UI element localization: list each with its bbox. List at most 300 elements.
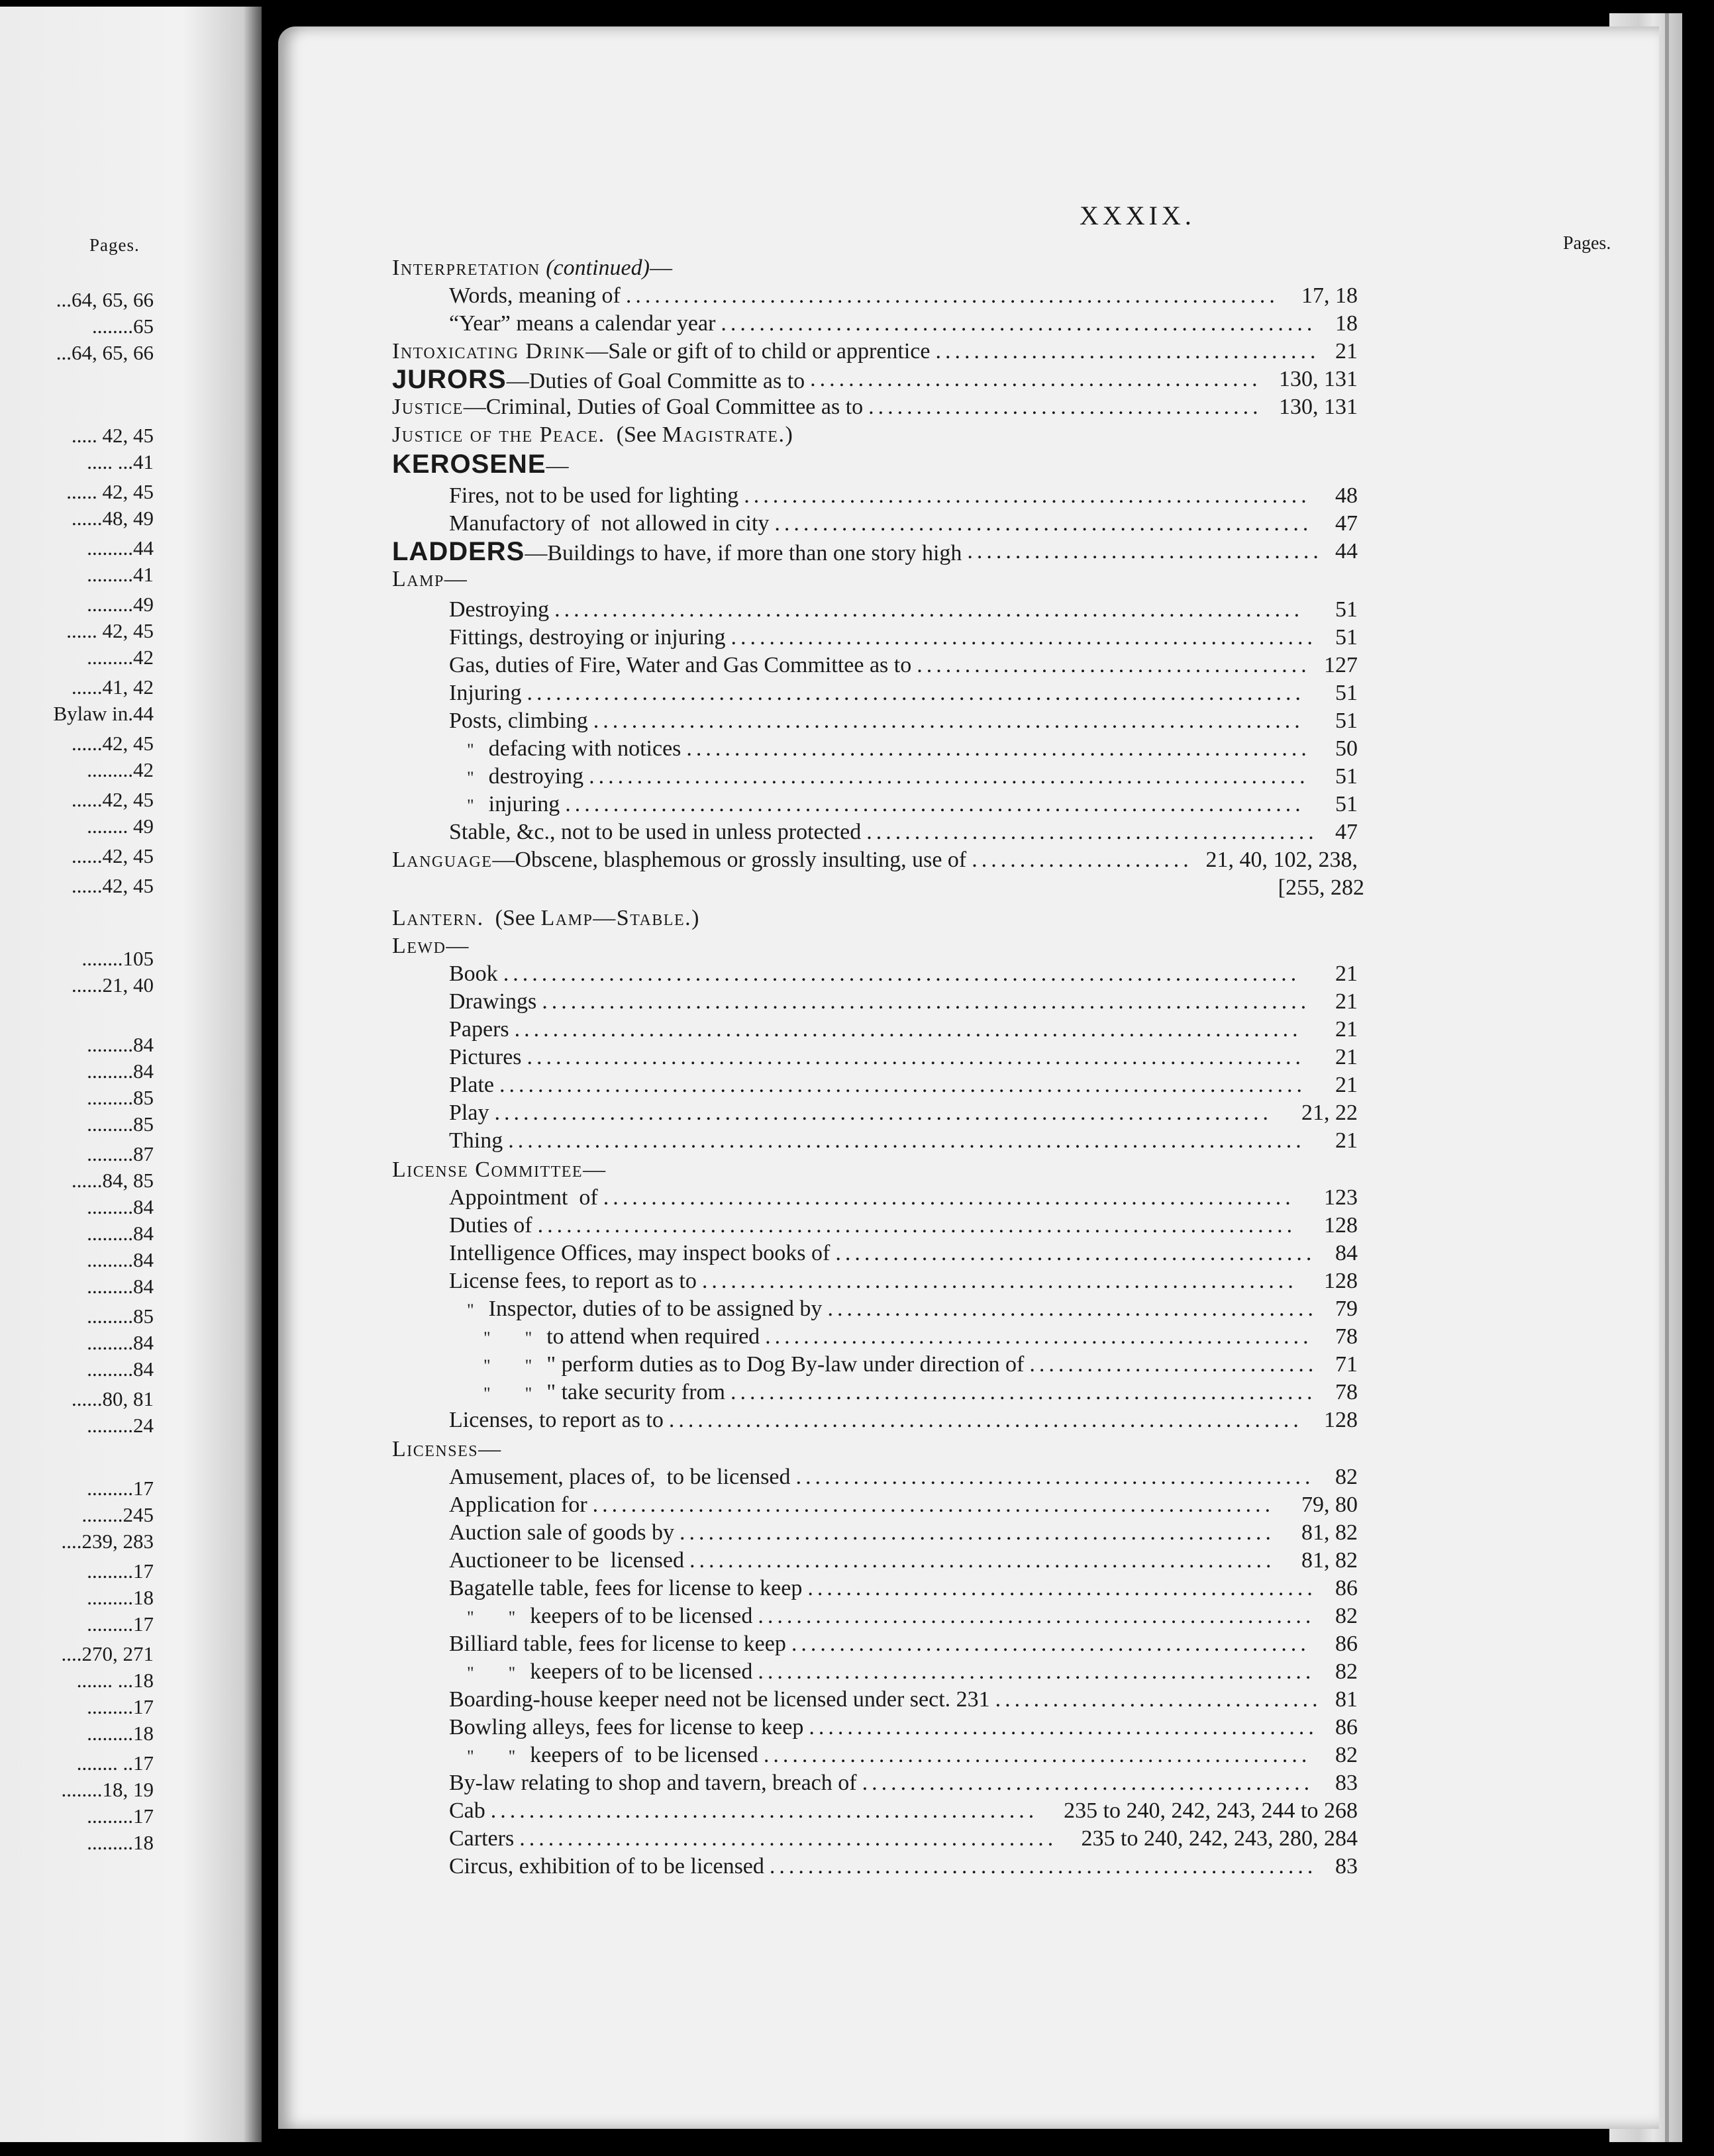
entry-subject: Gas, duties of Fire, Water and Gas Committee as to xyxy=(449,653,912,677)
entry-subject: By-law relating to shop and tavern, breach of xyxy=(449,1771,857,1795)
left-page-ref: ........245 xyxy=(81,1503,154,1526)
entry-pages: 79, 80 xyxy=(1301,1493,1358,1517)
entry-pages: 82 xyxy=(1335,1465,1358,1489)
leader-dots: ......................................................... xyxy=(765,1324,1313,1349)
leader-dots: ............................................................. xyxy=(731,625,1317,650)
entry-pages: 50 xyxy=(1335,736,1358,761)
entry-subject: — xyxy=(478,1437,501,1461)
ditto-mark: " " xyxy=(467,1747,516,1766)
index-entry xyxy=(449,988,1358,1016)
left-page-ref: .........85 xyxy=(87,1086,154,1109)
entry-text xyxy=(449,1185,598,1210)
entry-heading: Lamp xyxy=(392,567,444,591)
left-page-ref: ........18, 19 xyxy=(61,1778,154,1801)
entry-heading: Lewd xyxy=(392,934,446,958)
ditto-mark: " xyxy=(467,796,474,815)
leader-dots: .................................................. xyxy=(835,1241,1316,1265)
entry-text xyxy=(449,653,911,677)
ditto-mark: " " xyxy=(483,1384,532,1403)
leader-dots: ........................................................................... xyxy=(589,764,1309,789)
entry-heading: LADDERS xyxy=(392,537,525,566)
index-entry xyxy=(392,565,1358,593)
entry-subject: Drawings xyxy=(449,989,537,1014)
index-entry xyxy=(392,421,1358,449)
entry-pages: 21 xyxy=(1335,339,1358,364)
entry-text xyxy=(392,450,569,479)
cross-reference-close: ) xyxy=(785,422,793,447)
entry-pages: 21 xyxy=(1335,1045,1358,1069)
entry-subject: Destroying xyxy=(449,597,550,622)
entry-text xyxy=(467,1659,752,1684)
ditto-mark: " " xyxy=(467,1608,516,1627)
entry-subject: Play xyxy=(449,1101,489,1125)
index-entry xyxy=(449,1714,1358,1741)
entry-subject: defacing with notices xyxy=(488,736,681,761)
left-page-ref: .........87 xyxy=(87,1142,154,1165)
entry-text xyxy=(392,567,467,591)
entry-pages: 83 xyxy=(1335,1771,1358,1795)
entry-text xyxy=(467,736,681,761)
leader-dots: ................................................................................. xyxy=(527,681,1305,705)
entry-text xyxy=(449,1687,990,1712)
index-entry xyxy=(392,1436,1358,1463)
entry-text xyxy=(449,1771,857,1795)
index-entry xyxy=(449,1184,1358,1212)
left-page-ref: ....... ...18 xyxy=(76,1669,154,1692)
entry-pages: 18 xyxy=(1335,311,1358,336)
index-entry xyxy=(483,1323,1358,1351)
entry-text xyxy=(392,395,863,419)
entry-text xyxy=(449,1493,587,1517)
entry-subject: Bagatelle table, fees for license to keep xyxy=(449,1576,803,1600)
index-entry xyxy=(449,1267,1358,1295)
entry-subject: — xyxy=(583,1157,606,1182)
entry-pages: 51 xyxy=(1335,792,1358,816)
entry-pages: 78 xyxy=(1335,1380,1358,1404)
entry-pages: 86 xyxy=(1335,1632,1358,1656)
leader-dots: ................................................................................... xyxy=(508,1128,1305,1153)
leader-dots: ................................................................................ xyxy=(542,989,1311,1014)
index-entry xyxy=(392,905,1358,932)
entry-subject: — xyxy=(446,934,469,958)
entry-text xyxy=(449,1073,494,1097)
entry-text xyxy=(392,906,699,930)
leader-dots: ................................................... xyxy=(827,1297,1317,1321)
index-entry xyxy=(449,1853,1358,1881)
ditto-mark: " xyxy=(467,768,474,787)
entry-text xyxy=(449,820,861,844)
index-entry xyxy=(392,932,1358,960)
left-page-ref: ......21, 40 xyxy=(72,973,154,997)
entry-text xyxy=(449,1017,509,1042)
leader-dots: .............................................................. xyxy=(701,1269,1297,1293)
leader-dots: ............................................... xyxy=(866,820,1318,844)
entry-subject: License fees, to report as to xyxy=(449,1269,697,1293)
index-entry xyxy=(392,1156,1358,1184)
left-page-ref: .........42 xyxy=(87,758,154,781)
index-entry xyxy=(392,450,1358,478)
left-page-ref: ..... ...41 xyxy=(87,450,154,473)
entry-pages: 47 xyxy=(1335,511,1358,536)
left-page xyxy=(0,7,262,2142)
entry-heading: Justice xyxy=(392,395,464,419)
entry-pages: 128 xyxy=(1324,1408,1358,1432)
leader-dots: ................................................................. xyxy=(686,736,1311,761)
leader-dots: ......................................... xyxy=(917,653,1311,677)
leader-dots: .......................................................... xyxy=(758,1659,1315,1684)
entry-pages: 44 xyxy=(1335,539,1358,564)
left-page-ref: .........84 xyxy=(87,1033,154,1056)
entry-pages: 123 xyxy=(1324,1185,1358,1210)
left-page-ref: ....239, 283 xyxy=(61,1530,154,1553)
entry-text xyxy=(449,1128,503,1153)
leader-dots: .................................................................................. xyxy=(514,1017,1302,1042)
entry-text xyxy=(392,934,468,958)
entry-text xyxy=(483,1380,725,1404)
ditto-mark: " xyxy=(467,1300,474,1320)
entry-text xyxy=(467,1297,822,1321)
index-entry xyxy=(449,707,1358,735)
entry-text xyxy=(467,764,583,789)
entry-subject: to attend when required xyxy=(546,1324,760,1349)
entry-subject: Billiard table, fees for license to keep xyxy=(449,1632,786,1656)
left-page-ref: .........84 xyxy=(87,1059,154,1083)
entry-text xyxy=(449,1826,514,1851)
entry-subject: Fires, not to be used for lighting xyxy=(449,483,739,508)
leader-dots: ........................................................ xyxy=(774,511,1313,536)
entry-pages: 86 xyxy=(1335,1715,1358,1740)
index-entry xyxy=(392,338,1358,366)
left-page-ref: ......41, 42 xyxy=(72,675,154,699)
entry-text xyxy=(449,283,621,308)
entry-text xyxy=(467,1604,752,1628)
left-page-ref: ........ ..17 xyxy=(76,1751,154,1775)
index-entry xyxy=(392,846,1358,874)
index-entry xyxy=(278,874,1364,902)
index-entry xyxy=(449,1071,1358,1099)
leader-dots: ......................................... xyxy=(868,395,1262,419)
left-page-ref: ...... 42, 45 xyxy=(66,619,154,642)
leader-dots: .................................................................................... xyxy=(499,1073,1306,1097)
entry-subject: Pictures xyxy=(449,1045,522,1069)
leader-dots: .................................. xyxy=(995,1687,1322,1712)
index-entry xyxy=(449,1519,1358,1547)
entry-pages: 21 xyxy=(1335,1017,1358,1042)
entry-pages: 82 xyxy=(1335,1743,1358,1767)
left-page-ref: ...64, 65, 66 xyxy=(56,341,154,364)
left-page-ref: ......42, 45 xyxy=(72,732,154,755)
entry-pages: 81, 82 xyxy=(1301,1520,1358,1545)
index-entry xyxy=(467,735,1358,763)
entry-text xyxy=(449,1632,786,1656)
left-page-ref: .........84 xyxy=(87,1222,154,1245)
entry-pages: 51 xyxy=(1335,681,1358,705)
entry-pages: 79 xyxy=(1335,1297,1358,1321)
index-entry xyxy=(449,1769,1358,1797)
entry-pages: 21 xyxy=(1335,1128,1358,1153)
left-page-ref: .........42 xyxy=(87,646,154,669)
index-entry xyxy=(449,1797,1358,1825)
leader-dots: .............................. xyxy=(1029,1352,1318,1377)
leader-dots: ................................................................................. xyxy=(494,1101,1272,1125)
entry-subject: Inspector, duties of to be assigned by xyxy=(488,1297,823,1321)
entry-heading: Interpretation xyxy=(392,256,540,280)
entry-text xyxy=(449,1798,485,1823)
entry-pages: 51 xyxy=(1335,625,1358,650)
entry-subject: Amusement, places of, to be licensed xyxy=(449,1465,791,1489)
entry-pages: 86 xyxy=(1335,1576,1358,1600)
index-entry xyxy=(449,652,1358,679)
leader-dots: ................................................................................. xyxy=(527,1045,1305,1069)
index-entry xyxy=(449,1044,1358,1071)
entry-heading: Language xyxy=(392,848,493,872)
leader-dots: ............................................................. xyxy=(689,1548,1276,1573)
left-page-ref: ......84, 85 xyxy=(72,1169,154,1192)
entry-text xyxy=(449,1269,697,1293)
leader-dots: .................................................................. xyxy=(668,1408,1303,1432)
entry-subject: Bowling alleys, fees for license to keep xyxy=(449,1715,804,1740)
entry-text xyxy=(392,1437,501,1461)
entry-pages: [255, 282 xyxy=(1278,875,1364,900)
entry-pages: 128 xyxy=(1324,1213,1358,1238)
leader-dots: ................................................................................... xyxy=(503,961,1301,986)
index-entry xyxy=(483,1351,1358,1379)
left-page-ref: ........ 49 xyxy=(87,814,154,838)
entry-subject: Plate xyxy=(449,1073,494,1097)
left-page-ref: .........17 xyxy=(87,1695,154,1718)
left-page-ref: .........44 xyxy=(87,536,154,560)
entry-subject: Posts, climbing xyxy=(449,709,588,733)
ditto-mark: " " xyxy=(467,1663,516,1683)
index-entry xyxy=(449,596,1358,624)
entry-subject: keepers of to be licensed xyxy=(530,1604,753,1628)
leader-dots: ............................................... xyxy=(810,367,1262,391)
entry-text xyxy=(449,961,498,986)
leader-dots: ....................................................................... xyxy=(592,1493,1275,1517)
entry-pages: 128 xyxy=(1324,1269,1358,1293)
entry-subject: keepers of to be licensed xyxy=(530,1743,758,1767)
entry-subject: Licenses, to report as to xyxy=(449,1408,664,1432)
entry-text xyxy=(392,537,962,566)
pages-column-header: Pages. xyxy=(1563,233,1611,254)
index-entry xyxy=(467,763,1358,791)
entry-pages: 21, 40, 102, 238, xyxy=(1205,848,1358,872)
entry-text xyxy=(392,339,931,364)
entry-subject: destroying xyxy=(488,764,584,789)
entry-text xyxy=(467,792,560,816)
entry-subject: Appointment of xyxy=(449,1185,598,1210)
cross-reference-close: ) xyxy=(691,906,699,930)
entry-pages: 21 xyxy=(1335,989,1358,1014)
entry-pages: 48 xyxy=(1335,483,1358,508)
entry-text xyxy=(392,848,966,872)
entry-pages: 51 xyxy=(1335,597,1358,622)
index-entry xyxy=(449,679,1358,707)
left-page-ref: ...64, 65, 66 xyxy=(56,288,154,311)
entry-subject: Carters xyxy=(449,1826,515,1851)
leader-dots: ............................................................. xyxy=(730,1380,1317,1404)
entry-subject: Injuring xyxy=(449,681,522,705)
leader-dots: ....................... xyxy=(972,848,1193,872)
entry-pages: 17, 18 xyxy=(1301,283,1358,308)
left-page-ref: ...... 42, 45 xyxy=(66,480,154,503)
index-entry xyxy=(449,1825,1358,1853)
entry-text xyxy=(449,709,588,733)
leader-dots: .............................................................. xyxy=(721,311,1317,336)
left-page-ref: .........24 xyxy=(87,1414,154,1437)
entry-text xyxy=(449,1854,764,1879)
index-entry xyxy=(449,1547,1358,1575)
entry-pages: 235 to 240, 242, 243, 244 to 268 xyxy=(1064,1798,1358,1823)
entry-pages: 47 xyxy=(1335,820,1358,844)
leader-dots: ......................................................... xyxy=(763,1743,1311,1767)
entry-text xyxy=(449,511,769,536)
left-page-ref: .........84 xyxy=(87,1195,154,1218)
entry-pages: 51 xyxy=(1335,709,1358,733)
leader-dots: ............................................................................... xyxy=(537,1213,1297,1238)
entry-subject: (See xyxy=(483,906,541,930)
left-page-ref: ......80, 81 xyxy=(72,1387,154,1410)
entry-subject: —Sale or gift of to child or apprentice xyxy=(585,339,931,364)
left-page-ref: .........84 xyxy=(87,1357,154,1381)
left-page-ref: .........84 xyxy=(87,1275,154,1298)
left-page-ref: .........41 xyxy=(87,563,154,586)
leader-dots: ..................................................... xyxy=(807,1576,1317,1600)
leader-dots: .......................................................... xyxy=(758,1604,1315,1628)
leader-dots: ........................................................ xyxy=(519,1826,1058,1851)
entry-pages: 81, 82 xyxy=(1301,1548,1358,1573)
entry-text xyxy=(467,1743,758,1767)
entry-pages: 235 to 240, 242, 243, 280, 284 xyxy=(1081,1826,1358,1851)
entry-pages: 82 xyxy=(1335,1659,1358,1684)
entry-subject: Circus, exhibition of to be licensed xyxy=(449,1854,764,1879)
index-entry xyxy=(467,791,1358,818)
entry-subject: injuring xyxy=(488,792,560,816)
entry-heading: Justice of the Peace. xyxy=(392,422,605,447)
entry-subject: —Criminal, Duties of Goal Committee as to xyxy=(463,395,864,419)
entry-subject: " perform duties as to Dog By-law under direction of xyxy=(546,1352,1025,1377)
left-page-ref: Bylaw in.44 xyxy=(53,702,154,725)
left-page-ref: .........18 xyxy=(87,1586,154,1609)
entry-pages: 51 xyxy=(1335,764,1358,789)
entry-subject: —Duties of Goal Committe as to xyxy=(506,369,805,393)
left-page-ref: .........84 xyxy=(87,1331,154,1354)
entry-text xyxy=(449,1241,830,1265)
entry-subject: keepers of to be licensed xyxy=(530,1659,753,1684)
entry-subject: Boarding-house keeper need not be licensed under sect. 231 xyxy=(449,1687,990,1712)
leader-dots: .................................................................... xyxy=(625,283,1279,308)
left-page-ref: .........17 xyxy=(87,1612,154,1636)
left-page-ref: .........84 xyxy=(87,1248,154,1271)
index-entry xyxy=(449,310,1358,338)
entry-text xyxy=(449,1715,803,1740)
entry-text xyxy=(449,625,725,650)
ditto-mark: " " xyxy=(483,1328,532,1348)
leader-dots: ......................................................... xyxy=(490,1798,1038,1823)
index-entry xyxy=(449,1491,1358,1519)
entry-pages: 21 xyxy=(1335,961,1358,986)
index-entry xyxy=(449,1406,1358,1434)
index-entry xyxy=(449,1212,1358,1240)
leader-dots: .............................................................. xyxy=(679,1520,1275,1545)
entry-subject: —Buildings to have, if more than one story high xyxy=(525,541,962,565)
entry-text xyxy=(483,1324,760,1349)
left-page-ref: ....270, 271 xyxy=(61,1642,154,1665)
leader-dots: ........................................................................ xyxy=(603,1185,1295,1210)
entry-subject: Manufactory of not allowed in city xyxy=(449,511,770,536)
entry-subject: Duties of xyxy=(449,1213,532,1238)
entry-subject: “Year” means a calendar year xyxy=(449,311,716,336)
index-entry xyxy=(467,1602,1358,1630)
left-page-ref: ......42, 45 xyxy=(72,788,154,811)
entry-text xyxy=(449,681,522,705)
leader-dots: ...................................................... xyxy=(795,1465,1315,1489)
index-entry xyxy=(467,1741,1358,1769)
entry-text xyxy=(449,1576,802,1600)
entry-text xyxy=(449,989,536,1014)
index-entry xyxy=(449,818,1358,846)
left-page-ref: .........85 xyxy=(87,1304,154,1328)
left-page-ref: .........18 xyxy=(87,1831,154,1854)
entry-text xyxy=(449,1408,664,1432)
index-entry xyxy=(449,510,1358,538)
entry-subject: Auction sale of goods by xyxy=(449,1520,674,1545)
left-page-ref: ......42, 45 xyxy=(72,844,154,867)
entry-pages: 82 xyxy=(1335,1604,1358,1628)
index-entry xyxy=(449,1686,1358,1714)
entry-subject: Auctioneer to be licensed xyxy=(449,1548,684,1573)
index-entry xyxy=(392,254,1358,282)
entry-heading-note: (continued) xyxy=(540,256,650,280)
left-page-ref: .........17 xyxy=(87,1477,154,1500)
index-entry xyxy=(449,1575,1358,1602)
leader-dots: ........................................................... xyxy=(744,483,1311,508)
entry-subject: Intelligence Offices, may inspect books of xyxy=(449,1241,831,1265)
entry-pages: 83 xyxy=(1335,1854,1358,1879)
entry-text xyxy=(392,365,805,394)
entry-subject: Book xyxy=(449,961,498,986)
entry-heading: KEROSENE xyxy=(392,450,546,479)
index-entry xyxy=(449,1630,1358,1658)
index-page xyxy=(278,26,1659,2129)
entry-pages: 21, 22 xyxy=(1301,1101,1358,1125)
entry-pages: 21 xyxy=(1335,1073,1358,1097)
entry-subject: Fittings, destroying or injuring xyxy=(449,625,726,650)
entry-subject: Stable, &c., not to be used in unless protected xyxy=(449,820,862,844)
left-page-ref: ........65 xyxy=(92,315,154,338)
entry-subject: Papers xyxy=(449,1017,509,1042)
entry-text xyxy=(449,1213,532,1238)
leader-dots: ..................................................... xyxy=(809,1715,1318,1740)
left-page-ref: .........17 xyxy=(87,1804,154,1828)
leader-dots: ........................................ xyxy=(935,339,1320,364)
entry-pages: 71 xyxy=(1335,1352,1358,1377)
ditto-mark: " " xyxy=(483,1356,532,1375)
entry-subject: Words, meaning of xyxy=(449,283,621,308)
left-page-ref: .........18 xyxy=(87,1722,154,1745)
index-entry xyxy=(449,1016,1358,1044)
entry-text xyxy=(449,1045,522,1069)
index-entry xyxy=(449,960,1358,988)
leader-dots: .......................................................................... xyxy=(593,709,1304,733)
entry-text xyxy=(449,311,715,336)
entry-pages: 84 xyxy=(1335,1241,1358,1265)
leader-dots: ......................................................... xyxy=(769,1854,1317,1879)
index-entry xyxy=(449,624,1358,652)
entry-subject: — xyxy=(546,454,569,478)
page-number: XXXIX. xyxy=(1080,201,1195,230)
entry-heading: Intoxicating Drink xyxy=(392,339,586,364)
